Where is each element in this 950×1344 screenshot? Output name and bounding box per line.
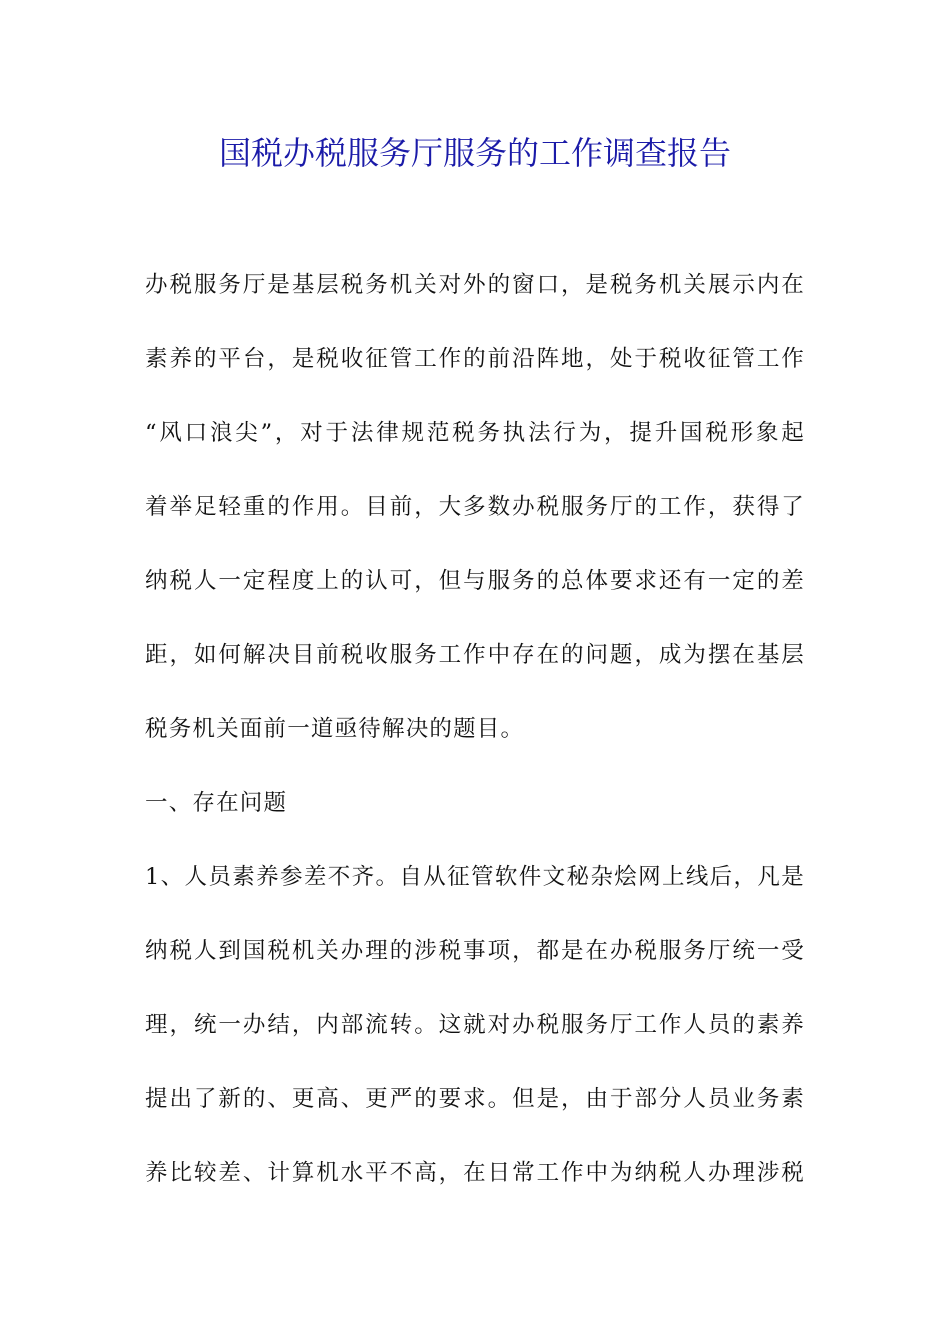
- body-line: 纳税人一定程度上的认可，但与服务的总体要求还有一定的差: [145, 568, 805, 594]
- body-line: 办税服务厅是基层税务机关对外的窗口，是税务机关展示内在: [145, 272, 805, 298]
- body-line: 距，如何解决目前税收服务工作中存在的问题，成为摆在基层: [145, 642, 805, 668]
- body-line: 纳税人到国税机关办理的涉税事项，都是在办税服务厅统一受: [145, 938, 805, 964]
- body-line: “风口浪尖”，对于法律规范税务执法行为，提升国税形象起: [145, 420, 805, 446]
- document-body: [145, 264, 805, 1226]
- body-line: 提出了新的、更高、更严的要求。但是，由于部分人员业务素: [145, 1086, 805, 1112]
- body-line: 养比较差、计算机水平不高，在日常工作中为纳税人办理涉税: [145, 1160, 805, 1186]
- body-line: 税务机关面前一道亟待解决的题目。: [145, 716, 525, 742]
- document-title: 国税办税服务厅服务的工作调查报告: [218, 134, 731, 172]
- body-line: 着举足轻重的作用。目前，大多数办税服务厅的工作，获得了: [145, 494, 805, 520]
- body-line: 素养的平台，是税收征管工作的前沿阵地，处于税收征管工作: [145, 346, 805, 372]
- section-heading: 一、存在问题: [145, 790, 288, 816]
- body-line: 1、人员素养参差不齐。自从征管软件文秘杂烩网上线后，凡是: [145, 864, 805, 890]
- body-line: 理，统一办结，内部流转。这就对办税服务厅工作人员的素养: [145, 1012, 805, 1038]
